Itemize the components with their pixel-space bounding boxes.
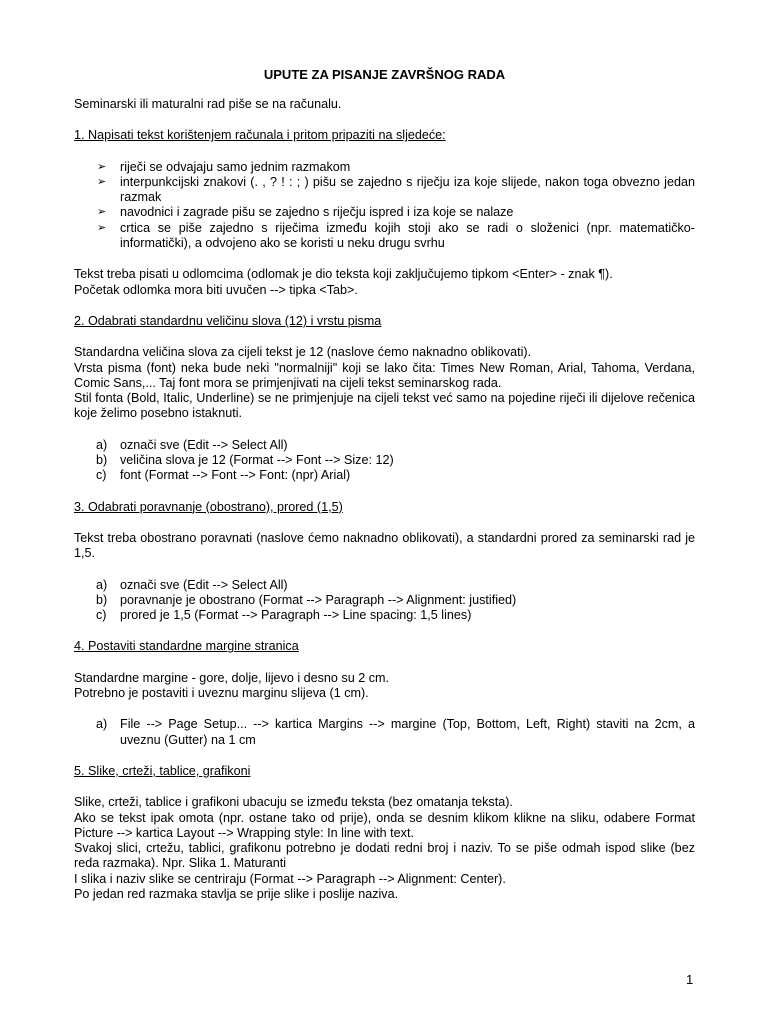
text-line: Standardne margine - gore, dolje, lijevo i desno su 2 cm. <box>74 670 390 685</box>
text-line: Početak odlomka mora biti uvučen --> tipka <Tab>. <box>74 282 358 297</box>
text-line: Vrsta pisma (font) neka bude neki "normalniji" koji se lako čita: Times New Roman, Arial, Tahoma, Verdana, Comic Sans,... Taj font mora se primjenjivati na cijeli tekst seminarskog rada. <box>74 360 695 390</box>
step-item: a) File --> Page Setup... --> kartica Margins --> margine (Top, Bottom, Left, Right) staviti na 2cm, a uveznu (Gutter) na 1 cm <box>96 717 695 747</box>
step-item: a) označi sve (Edit --> Select All) <box>96 577 288 592</box>
step-item: c) prored je 1,5 (Format --> Paragraph --> Line spacing: 1,5 lines) <box>96 608 472 623</box>
section-2-heading: 2. Odabrati standardnu veličinu slova (12) i vrstu pisma <box>74 313 382 328</box>
text-line: Potrebno je postaviti i uveznu marginu slijeva (1 cm). <box>74 686 369 701</box>
text-line: Slike, crteži, tablice i grafikoni ubacuju se između teksta (bez omatanja teksta). <box>74 795 513 810</box>
section-2-step-list <box>74 438 695 484</box>
arrow-bullet-icon: ➢ <box>97 206 107 219</box>
section-1-paragraph <box>74 267 695 298</box>
arrow-bullet-icon: ➢ <box>97 221 107 234</box>
section-4-paragraph <box>74 671 695 702</box>
document-title: UPUTE ZA PISANJE ZAVRŠNOG RADA <box>263 67 506 82</box>
intro-paragraph: Seminarski ili maturalni rad piše se na računalu. <box>74 97 342 111</box>
step-item: b) veličina slova je 12 (Format --> Font --> Size: 12) <box>96 453 394 468</box>
step-item: a) označi sve (Edit --> Select All) <box>96 437 288 452</box>
bullet-item: ➢ navodnici i zagrade pišu se zajedno s riječju ispred i iza koje se nalaze <box>97 205 514 220</box>
section-5-paragraph <box>74 795 695 902</box>
bullet-item: ➢ riječi se odvajaju samo jednim razmakom <box>97 159 351 174</box>
section-4-heading: 4. Postaviti standardne margine stranica <box>74 639 299 654</box>
text-line: Po jedan red razmaka stavlja se prije slike i poslije naziva. <box>74 886 399 901</box>
section-1-bullet-list <box>74 160 695 252</box>
section-5-heading: 5. Slike, crteži, tablice, grafikoni <box>74 763 251 778</box>
step-item: c) font (Format --> Font --> Font: (npr) Arial) <box>96 468 351 483</box>
page-number: 1 <box>686 972 694 987</box>
text-line: Stil fonta (Bold, Italic, Underline) se ne primjenjuje na cijeli tekst već samo na pojedine riječi ili dijelove rečenica koje želimo posebno istaknuti. <box>74 391 695 421</box>
arrow-bullet-icon: ➢ <box>97 160 107 173</box>
section-3-step-list <box>74 578 695 624</box>
section-1-heading: 1. Napisati tekst korištenjem računala i pritom pripaziti na sljedeće: <box>74 128 446 143</box>
section-3-paragraph: Tekst treba obostrano poravnati (naslove ćemo naknadno oblikovati), a standardni prored za seminarski rad je 1,5. <box>74 530 695 561</box>
section-3-heading: 3. Odabrati poravnanje (obostrano), prored (1,5) <box>74 499 343 514</box>
step-item: b) poravnanje je obostrano (Format --> Paragraph --> Alignment: justified) <box>96 592 517 607</box>
text-line: Tekst treba pisati u odlomcima (odlomak je dio teksta koji zaključujemo tipkom <Enter> - znak ¶). <box>74 267 613 282</box>
text-line: I slika i naziv slike se centriraju (Format --> Paragraph --> Alignment: Center). <box>74 871 506 886</box>
text-line: Ako se tekst ipak omota (npr. ostane tako od prije), onda se desnim klikom klikne na sliku, odabere Format Picture --> kartica Layout --> Wrapping style: In line with text. <box>74 810 695 840</box>
bullet-item: ➢ interpunkcijski znakovi (. , ? ! : ; ) pišu se zajedno s riječju iza koje slijede, nakon toga obvezno jedan razmak <box>97 174 695 205</box>
section-4-step-list <box>74 717 695 748</box>
arrow-bullet-icon: ➢ <box>97 175 107 188</box>
document-page <box>74 67 695 902</box>
text-line: Svakoj slici, crtežu, tablici, grafikonu potrebno je dodati redni broj i naziv. To se piše odmah ispod slike (bez reda razmaka). Npr. Slika 1. Maturanti <box>74 841 695 871</box>
bullet-item: ➢ crtica se piše zajedno s riječima između kojih stoji ako se radi o složenici (npr. matematičko-informatički), a odvojeno ako se koristi u neku drugu svrhu <box>97 220 695 251</box>
text-line: Standardna veličina slova za cijeli tekst je 12 (naslove ćemo naknadno oblikovati). <box>74 345 532 360</box>
section-2-paragraph <box>74 345 695 421</box>
